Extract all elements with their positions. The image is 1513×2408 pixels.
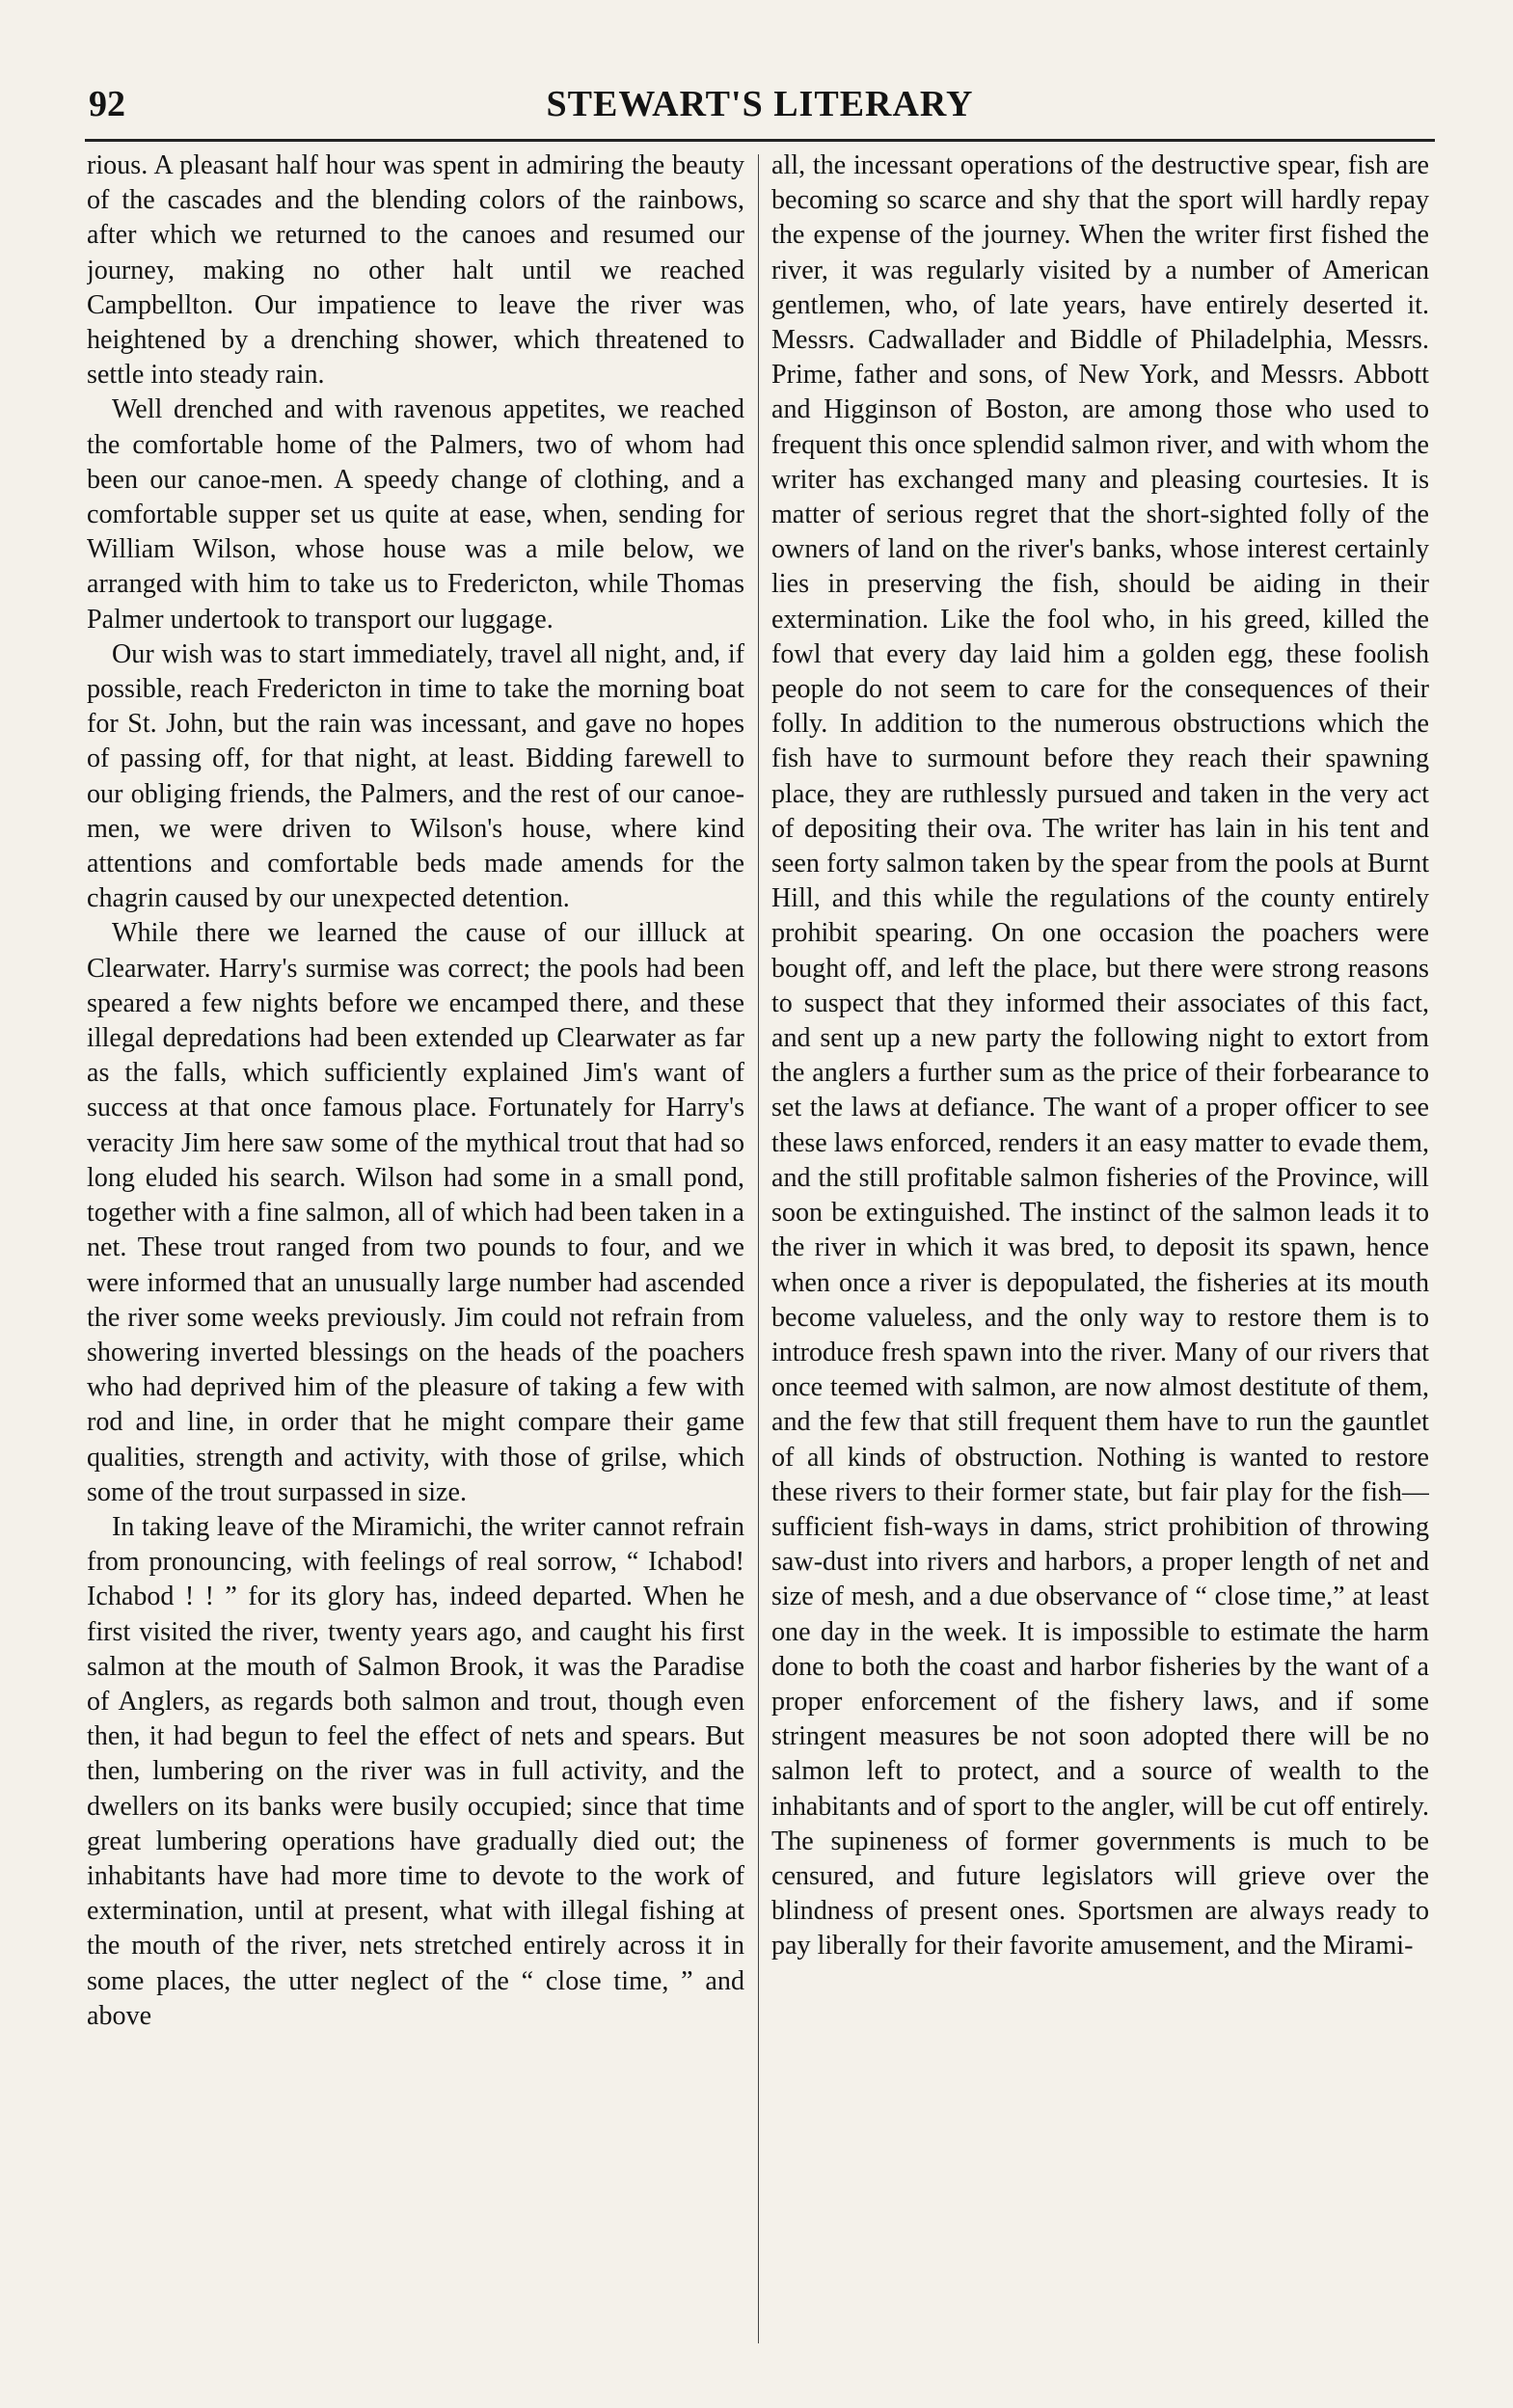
page-number: 92 [89, 84, 125, 124]
paragraph: Our wish was to start immediately, travel all night, and, if possible, reach Fredericton in time to take the morning boat for St. John, but the rain was incessant, and gave no hopes of passing off, for that night, at least. Bidding farewell to our obliging friends, the Palmers, and the rest of our canoe-men, we were driven to Wilson's house, where kind attentions and comfortable beds made amends for the chagrin caused by our unexpected detention. [87, 638, 744, 914]
paragraph: In taking leave of the Miramichi, the writer cannot refrain from pronouncing, with feelings of real sorrow, “ Ichabod! Ichabod ! ! ” for its glory has, indeed departed. When he first visited the river, twenty years ago, and caught his first salmon at the mouth of Salmon Brook, it was the Paradise of Anglers, as regards both salmon and trout, though even then, it had begun to feel the effect of nets and spears. But then, lumbering on the river was in full activity, and the dwellers on its banks were busily occupied; since that time great lumbering operations have gradually died out; the inhabitants have had more time to devote to the work of extermination, until at present, what with illegal fishing at the mouth of the river, nets stretched entirely across it in some places, the utter neglect of the “ close time, ” and above [87, 1511, 744, 2031]
header-rule [85, 139, 1435, 142]
column-divider [758, 154, 759, 2343]
paragraph: rious. A pleasant half hour was spent in admiring the beauty of the cascades and the blending colors of the rainbows, after which we returned to the canoes and resumed our journey, making no other halt until we reached Campbellton. Our impatience to leave the river was heightened by a drenching shower, which threatened to settle into steady rain. [87, 150, 744, 391]
page-header [85, 79, 1435, 139]
right-column [771, 149, 1429, 2352]
left-column [87, 149, 744, 2352]
paragraph: While there we learned the cause of our illluck at Clearwater. Harry's surmise was correct; the pools had been speared a few nights before we encamped there, and these illegal depredations had been extended up Clearwater as far as the falls, which sufficiently explained Jim's want of success at that once famous place. Fortunately for Harry's veracity Jim here saw some of the mythical trout that had so long eluded his search. Wilson had some in a small pond, together with a fine salmon, all of which had been taken in a net. These trout ranged from two pounds to four, and we were informed that an unusually large number had ascended the river some weeks previously. Jim could not refrain from showering inverted blessings on the heads of the poachers who had deprived him of the pleasure of taking a few with rod and line, in order that he might compare their game qualities, strength and activity, with those of grilse, which some of the trout surpassed in size. [87, 918, 744, 1507]
paragraph: all, the incessant operations of the destructive spear, fish are becoming so scarce and shy that the sport will hardly repay the expense of the journey. When the writer first fished the river, it was regularly visited by a number of American gentlemen, who, of late years, have entirely deserted it. Messrs. Cadwallader and Biddle of Philadelphia, Messrs. Prime, father and sons, of New York, and Messrs. Abbott and Higginson of Boston, are among those who used to frequent this once splendid salmon river, and with whom the writer has exchanged many and pleasing courtesies. It is matter of serious regret that the short-sighted folly of the owners of land on the river's banks, whose interest certainly lies in preserving the fish, should be aiding in their extermination. Like the fool who, in his greed, killed the fowl that every day laid him a golden egg, these foolish people do not seem to care for the consequences of their folly. In addition to the numerous obstructions which the fish have to surmount before they reach their spawning place, they are ruthlessly pursued and taken in the very act of depositing their ova. The writer has lain in his tent and seen forty salmon taken by the spear from the pools at Burnt Hill, and this while the regulations of the county entirely prohibit spearing. On one occasion the poachers were bought off, and left the place, but there were strong reasons to suspect that they informed their associates of this fact, and sent up a new party the following night to extort from the anglers a further sum as the price of their forbearance to set the laws at defiance. The want of a proper officer to see these laws enforced, renders it an easy matter to evade them, and the still profitable salmon fisheries of the Province, will soon be extinguished. The instinct of the salmon leads it to the river in which it was bred, to deposit its spawn, hence when once a river is depopulated, the fisheries at its mouth become valueless, and the only way to restore them is to introduce fresh spawn into the river. Many of our rivers that once teemed with salmon, are now almost destitute of them, and the few that still frequent them have to run the gauntlet of all kinds of obstruction. Nothing is wanted to restore these rivers to their former state, but fair play for the fish—sufficient fish-ways in dams, strict prohibition of throwing saw-dust into rivers and harbors, a proper length of net and size of mesh, and a due observance of “ close time,” at least one day in the week. It is impossible to estimate the harm done to both the coast and harbor fisheries by the want of a proper enforcement of the fishery laws, and if some stringent measures be not soon adopted there will be no salmon left to protect, and a source of wealth to the inhabitants and of sport to the angler, will be cut off entirely. The supineness of former governments is much to be censured, and future legislators will grieve over the blindness of present ones. Sportsmen are always ready to pay liberally for their favorite amusement, and the Mirami- [771, 150, 1429, 1962]
running-title: STEWART'S LITERARY [546, 84, 974, 124]
paragraph: Well drenched and with ravenous appetites, we reached the comfortable home of the Palmers, two of whom had been our canoe-men. A speedy change of clothing, and a comfortable supper set us quite at ease, when, sending for William Wilson, whose house was a mile below, we arranged with him to take us to Fredericton, while Thomas Palmer undertook to transport our luggage. [87, 394, 744, 635]
